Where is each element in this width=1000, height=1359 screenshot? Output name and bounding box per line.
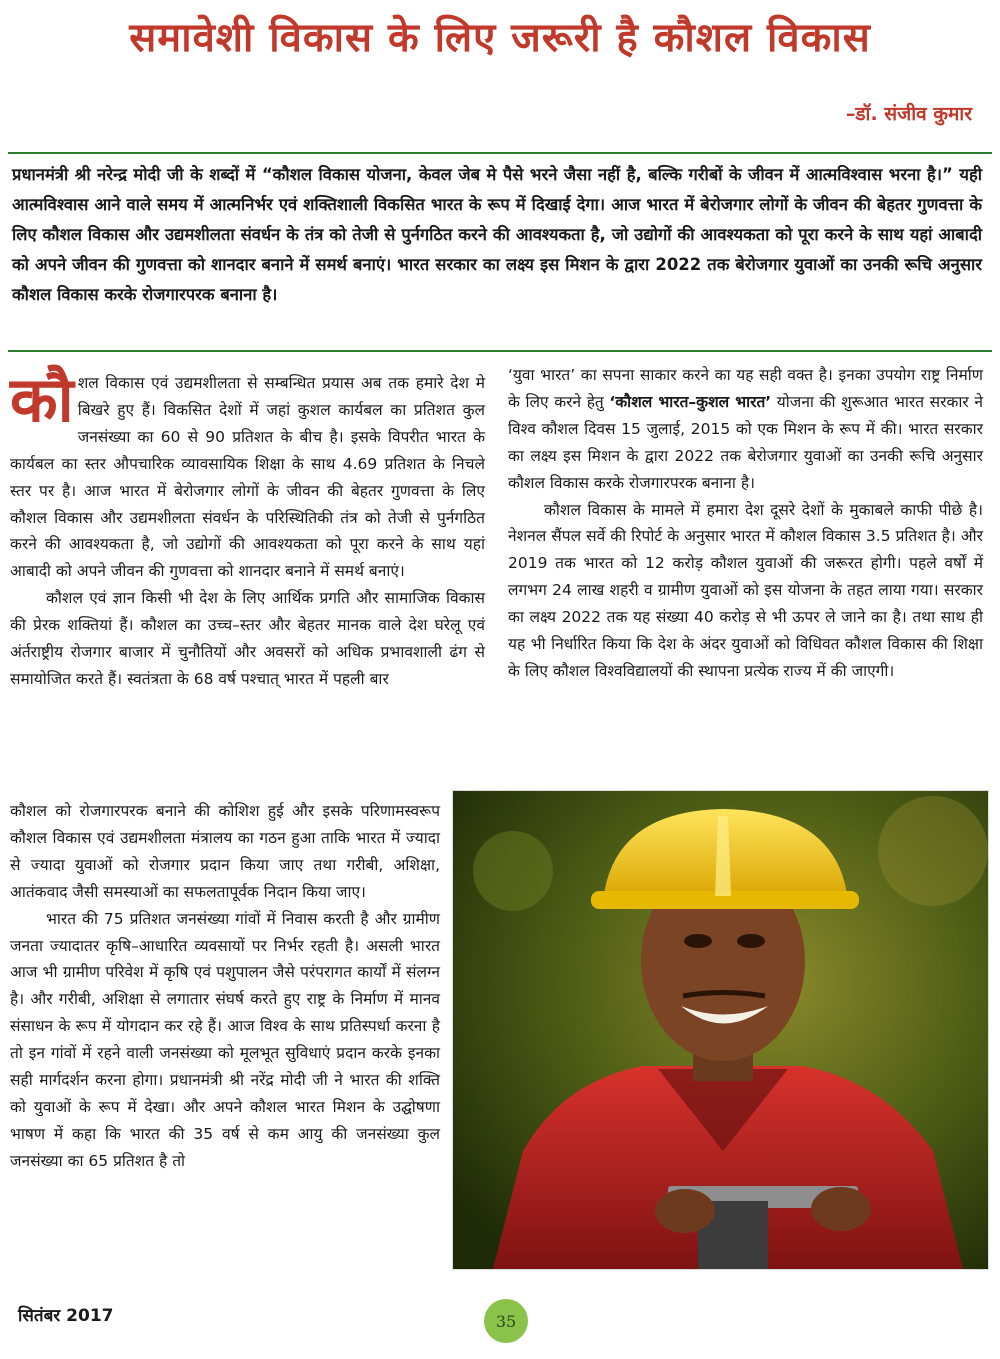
article-title: समावेशी विकास के लिए जरूरी है कौशल विकास [129,15,871,61]
scheme-name: ‘कौशल भारत–कुशल भारत’ [609,392,772,411]
worker-photo-illustration [453,791,988,1269]
left-column-bottom [10,798,440,1175]
right-column-top [508,362,983,685]
paragraph [10,363,485,585]
intro-bottom-rule [8,350,992,352]
intro-top-rule [8,152,992,154]
drop-cap: कौ [10,363,74,436]
paragraph-text: ‘युवा भारत’ का सपना साकार करने का यह सही वक्त है। इनका उपयोग राष्ट्र निर्माण के लिए करने हेतु [508,366,983,411]
author-byline: –डॉ. संजीव कुमार [845,103,972,125]
paragraph: कौशल विकास के मामले में हमारा देश दूसरे देशों के मुकाबले काफी पीछे है। नेशनल सैंपल सर्वे की रिपोर्ट के अनुसार भारत में कौशल विकास 3.5 प्रतिशत है। और 2019 तक भारत को 12 करोड़ कौशल युवाओं की जरूरत होगी। पहले वर्षों में लगभग 24 लाख शहरी व ग्रामीण युवाओं को इस योजना के तहत लाया गया। सरकार का लक्ष्य 2022 तक यह संख्या 40 करोड़ से भी ऊपर ले जाने का है। तथा साथ ही यह भी निर्धारित किया कि देश के अंदर युवाओं को विधिवत कौशल विकास की शिक्षा के लिए कौशल विश्वविद्यालयों की स्थापना प्रत्येक राज्य में की जाएगी। [508,500,983,680]
paragraph: भारत की 75 प्रतिशत जनसंख्या गांवों में निवास करती है और ग्रामीण जनता ज्यादातर कृषि–आधारित व्यवसायों पर निर्भर रहती है। असली भारत आज भी ग्रामीण परिवेश में कृषि एवं पशुपालन जैसे परंपरागत कार्यों में संलग्न है। और गरीबी, अशिक्षा से लगातार संघर्ष करते हुए राष्ट्र के निर्माण में मानव संसाधन के रूप में योगदान कर रहे हैं। आज विश्व के साथ प्रतिस्पर्धा करना है तो इन गांवों में रहने वाली जनसंख्या को मूलभूत सुविधाएं प्रदान करके इनका सही मार्गदर्शन करना होगा। प्रधानमंत्री श्री नरेंद्र मोदी जी ने भारत की शक्ति को युवाओं के रूप में देखा। और अपने कौशल भारत मिशन के उद्घोषणा भाषण में कहा कि भारत की 35 वर्ष से कम आयु की जनसंख्या कुल जनसंख्या का 65 प्रतिशत है तो [10,909,440,1170]
paragraph: कौशल को रोजगारपरक बनाने की कोशिश हुई और इसके परिणामस्वरूप कौशल विकास एवं उद्यमशीलता मंत्रालय का गठन हुआ ताकि भारत में ज्यादा से ज्यादा युवाओं को रोजगार प्रदान किया जाए तथा गरीबी, अशिक्षा, आतंकवाद जैसी समस्याओं का सफलतापूर्वक निदान किया जाए। [10,802,440,901]
page-number-badge: 35 [484,1299,528,1343]
intro-paragraph: प्रधानमंत्री श्री नरेन्द्र मोदी जी के शब्दों में “कौशल विकास योजना, केवल जेब मे पैसे भरने जैसा नहीं है, बल्कि गरीबों के जीवन में आत्मविश्वास भरना है।” यही आत्मविश्वास आने वाले समय में आत्मनिर्भर एवं शक्तिशाली विकसित भारत के रूप में दिखाई देगा। आज भारत में बेरोजगार लोगों के जीवन की बेहतर गुणवत्ता के लिए कौशल विकास और उद्यमशीलता संवर्धन के तंत्र को तेजी से पुर्नगठित करने की आवश्यकता है, जो उद्योगों की आवश्यकता को पूरा करने के साथ यहां आबादी को अपने जीवन की गुणवत्ता को शानदार बनाने में समर्थ बनाएं। भारत सरकार का लक्ष्य इस मिशन के द्वारा 2022 तक बेरोजगार युवाओं का उनकी रूचि अनुसार कौशल विकास करके रोजगारपरक बनाना है। [12,165,982,304]
paragraph: कौशल एवं ज्ञान किसी भी देश के लिए आर्थिक प्रगति और सामाजिक विकास की प्रेरक शक्तियां हैं। कौशल का उच्च–स्तर और बेहतर मानक वाले देश घरेलू एवं अंर्तराष्ट्रीय रोजगार बाजार में चुनौतियों और अवसरों को अधिक प्रभावशाली ढंग से समायोजित करते हैं। स्वतंत्रता के 68 वर्ष पश्चात् भारत में पहली बार [10,589,485,688]
worker-photo [452,790,989,1270]
paragraph-text: योजना की शुरूआत भारत सरकार ने विश्व कौशल दिवस 15 जुलाई, 2015 को एक मिशन के रूप में की। भारत सरकार का लक्ष्य इस मिशन के द्वारा 2022 तक बेरोजगार युवाओं का उनकी रूचि अनुसार कौशल विकास करके रोजगारपरक बनाना है। [508,392,983,492]
issue-date: सितंबर 2017 [18,1306,114,1326]
left-column-top [10,363,485,693]
paragraph [508,362,983,497]
paragraph-text: शल विकास एवं उद्यमशीलता से सम्बन्धित प्रयास अब तक हमारे देश मे बिखरे हुए हैं। विकसित देशों में जहां कुशल कार्यबल का प्रतिशत कुल जनसंख्या का 60 से 90 प्रतिशत के बीच है। इसके विपरीत भारत के कार्यबल का स्तर औपचारिक व्यावसायिक शिक्षा के साथ 4.69 प्रतिशत के निचले स्तर पर है। आज भारत में बेरोजगार लोगों के जीवन की बेहतर गुणवत्ता के लिए कौशल विकास और उद्यमशीलता संवर्धन के परिस्थितिकी तंत्र को तेजी से पुर्नगठित करने की आवश्यकता है, जो उद्योगों की आवश्यकता को पूरा करने के साथ यहां आबादी को अपने जीवन की गुणवत्ता को शानदार बनाने में समर्थ बनाएं। [10,374,485,581]
